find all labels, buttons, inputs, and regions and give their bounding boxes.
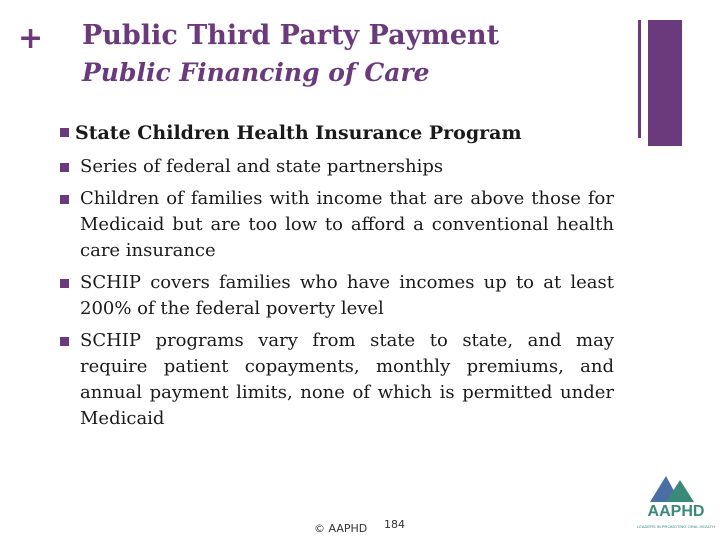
- logo-tagline: LEADERS IN PROMOTING ORAL HEALTH: [636, 524, 716, 529]
- sub-bullet-item: [58, 186, 614, 264]
- sub-bullet-text: Series of federal and state partnerships: [80, 156, 444, 177]
- bullet-square-icon: [60, 195, 69, 204]
- footer-copyright: © AAPHD: [314, 522, 368, 535]
- sub-bullet-list: [58, 154, 614, 438]
- slide-title: Public Third Party Payment: [82, 20, 500, 51]
- sub-bullet-text: Children of families with income that are above those for Medicaid but are too low to afford a conventional health care insurance: [80, 188, 614, 261]
- slide-subtitle: Public Financing of Care: [82, 58, 430, 87]
- sub-bullet-item: [58, 328, 614, 432]
- main-bullet-text: State Children Health Insurance Program: [75, 122, 522, 144]
- sub-bullet-item: [58, 154, 614, 180]
- decorative-thin-bar: [638, 20, 641, 138]
- bullet-square-icon: [60, 128, 69, 137]
- bullet-square-icon: [60, 279, 69, 288]
- plus-icon: +: [18, 21, 44, 56]
- bullet-square-icon: [60, 337, 69, 346]
- footer-page-number: 184: [384, 518, 405, 531]
- main-bullet: [60, 122, 522, 144]
- decorative-thick-bar: [648, 20, 682, 146]
- sub-bullet-item: [58, 270, 614, 322]
- bullet-square-icon: [60, 163, 69, 172]
- logo-text: AAPHD: [647, 503, 705, 520]
- aaphd-logo: [636, 466, 716, 536]
- sub-bullet-text: SCHIP programs vary from state to state, and may require patient copayments, monthly premiums, and annual payment limits, none of which is permitted under Medicaid: [80, 330, 614, 429]
- sub-bullet-text: SCHIP covers families who have incomes up to at least 200% of the federal poverty level: [80, 272, 614, 319]
